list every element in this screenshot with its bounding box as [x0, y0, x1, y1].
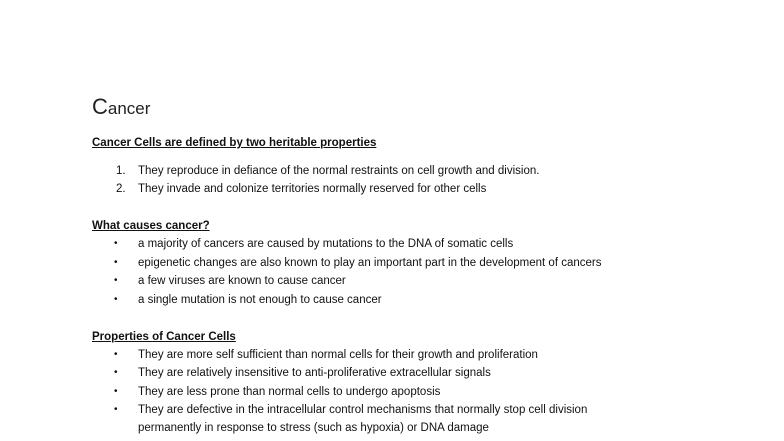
section-heading-properties-cancer-cells: Properties of Cancer Cells — [92, 331, 236, 343]
list-item: They are defective in the intracellular control mechanisms that normally stop cell division — [138, 404, 588, 416]
list-item-continuation: permanently in response to stress (such as hypoxia) or DNA damage — [138, 422, 489, 434]
list-item: They are less prone than normal cells to undergo apoptosis — [138, 386, 441, 398]
list-item: They invade and colonize territories normally reserved for other cells — [138, 183, 487, 195]
list-item: They are relatively insensitive to anti-proliferative extracellular signals — [138, 367, 491, 379]
list-item: a few viruses are known to cause cancer — [138, 275, 346, 287]
page-title — [92, 96, 150, 120]
title-initial: C — [92, 94, 108, 119]
list-item: They are more self sufficient than normal cells for their growth and proliferation — [138, 349, 538, 361]
list-number: 1. — [116, 165, 126, 177]
bullet-icon: • — [114, 367, 118, 378]
bullet-icon: • — [114, 275, 118, 286]
list-number: 2. — [116, 183, 126, 195]
bullet-icon: • — [114, 238, 118, 249]
list-item: a single mutation is not enough to cause cancer — [138, 294, 382, 306]
section-heading-properties-defined: Cancer Cells are defined by two heritable properties — [92, 137, 377, 149]
title-rest: ancer — [107, 99, 151, 118]
bullet-icon: • — [114, 294, 118, 305]
bullet-icon: • — [114, 386, 118, 397]
list-item: a majority of cancers are caused by mutations to the DNA of somatic cells — [138, 238, 514, 250]
bullet-icon: • — [114, 349, 118, 360]
list-item: They reproduce in defiance of the normal restraints on cell growth and division. — [138, 165, 540, 177]
bullet-icon: • — [114, 257, 118, 268]
section-heading-what-causes: What causes cancer? — [92, 220, 210, 232]
bullet-icon: • — [114, 404, 118, 415]
list-item: epigenetic changes are also known to play an important part in the development of cancers — [138, 257, 602, 269]
